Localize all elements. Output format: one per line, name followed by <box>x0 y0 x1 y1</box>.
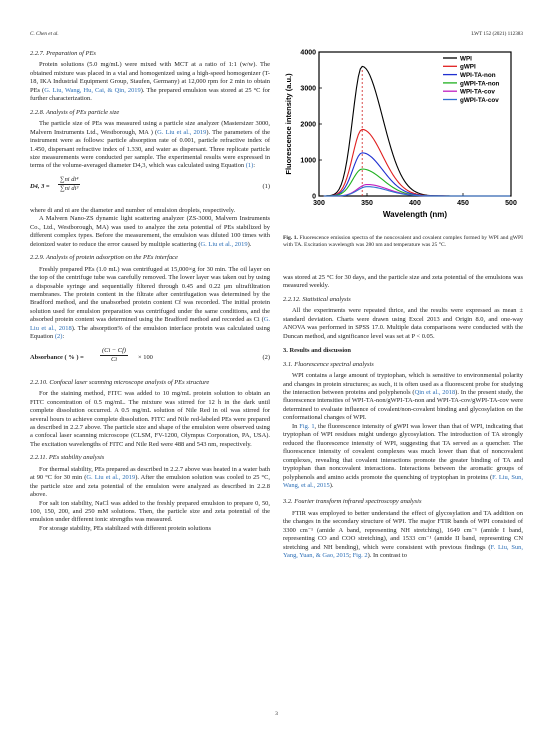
heading-2-2-7: 2.2.7. Preparation of PEs <box>30 50 96 57</box>
y-tick-label: 0 <box>312 193 316 201</box>
paragraph: For the staining method, FITC was added to 10 mg/mL protein solution to obtain an FITC concentration of 0.5 mg/mL. The mixture was stirred for 12 h in the dark until complete dissolution occurred. A 0.5 mg/mL solution of Nile Red in oil was stirred for several hours to achieve complete dissolution. FITC and Nile red-labeled PEs were prepared as described in 2.2.7 above. The particle size and shape of the emulsion were observed using a confocal laser scanning microscope (CLSM, FV-1200, Olympus Corporation, PA, USA). The excitation wavelengths of FITC and Nile Red were 488 and 543 nm, respectively. <box>30 390 270 448</box>
heading-2-2-9: 2.2.9. Analysis of protein adsorption on the PEs interface <box>30 254 178 262</box>
heading-2-2-10: 2.2.10. Confocal laser scanning microscope analysis of PEs structure <box>30 378 210 386</box>
paragraph: For storage stability, PEs stabilized with different protein solutions <box>39 524 212 532</box>
x-tick-label: 300 <box>313 200 325 207</box>
right-column <box>283 274 523 561</box>
legend-label: WPI-TA-non <box>460 72 496 79</box>
citation-link[interactable]: G. Liu et al., 2019 <box>86 474 136 482</box>
heading-2-2-11: 2.2.11. PEs stability analysis <box>30 454 105 462</box>
figure-1 <box>283 46 523 226</box>
page-header <box>30 31 523 41</box>
legend-label: gWPI-TA-non <box>460 80 500 88</box>
paragraph: Freshly prepared PEs (1.0 mL) was centrifuged at 15,000×g for 30 min. The oil layer on the top of the centrifuge tube was carefully removed. The lower layer was taken out by using a disposable syringe and sequentially filtered through 0.45 and 0.22 μm ultrafiltration membranes. The protein content in the filtrate after centrifugation was determined by the Bradford method, and the unabsorbed protein content Cf was recorded. The initial protein solution used for emulsion preparation was centrifuged under the same conditions, and the absorbed protein content was determined using the Bradford method and recorded as Ci (G. Liu et al., 2018). The absorption% of the emulsion interface protein was calculated using Equation (2): <box>30 265 271 341</box>
paragraph: WPI contains a large amount of tryptophan, which is sensitive to environmental polarity and changes in protein structures; as such, it is often used as a fluorescent probe for studying the interaction between proteins and polyphenols (Qin et al., 2018). In the present study, the fluorescence intensities of WPI-TA-non/gWPI-TA-non and WPI-TA-cov/gWPI-TA-cov were determined to evaluate influence of covalent/non-covalent binding and glycosylation on the conformational changes of WPI. <box>283 372 523 422</box>
legend-label: WPI <box>460 55 472 63</box>
figure-link[interactable]: Fig. 1 <box>299 422 315 430</box>
heading-2-2-8: 2.2.8. Analysis of PEs particle size <box>30 108 120 116</box>
paragraph: was stored at 25 °C for 30 days, and the particle size and zeta potential of the emulsions was measured weekly. <box>283 274 523 290</box>
equation-link[interactable]: (2) <box>54 333 63 341</box>
y-tick-label: 4000 <box>300 49 316 57</box>
paragraph: FTIR was employed to better understand the effect of glycosylation and TA addition on the changes in the secondary structure of WPI. The major FTIR bands of WPI consisted of 3300 cm⁻¹ (amide A band, representing NH stretching), 1649 cm⁻¹ (amide I band, representing CO and COO stretching), and 1533 cm⁻¹ (amide II band, representing CN stretching and NH bending), which were consistent with previous findings (F. Liu, Sun, Yang, Yuan, & Gao, 2015; Fig. 2). In contrast to <box>283 509 523 560</box>
heading-3-2: 3.2. Fourier transform infrared spectroscopy analysis <box>283 498 422 506</box>
x-tick-label: 500 <box>505 200 517 207</box>
paragraph: In Fig. 1, the fluorescence intensity of gWPI was lower than that of WPI, indicating that tryptophan of WPI residues might undergo glycosylation. The introduction of TA strongly reduced the fluorescence intensity of WPI, suggesting that TA served as a quencher. The fluorescence intensity of covalent complexes was much lower than that of noncovalent complexes, revealing that covalent interactions promote the greater binding of TA and tryptophan than noncovalent interactions. Interactions between the aromatic groups of polyphenols and amino acids promote the quenching of tryptophan in proteins (F. Liu, Sun, Wang, et al., 2015). <box>283 422 523 489</box>
legend-label: WPI-TA-cov <box>460 88 495 96</box>
paragraph: Protein solutions (5.0 mg/mL) were mixed with MCT at a ratio of 1:1 (w/w). The obtained mixture was placed in a vial and homogenized using a high-speed homogenizer (T-18, IKA Industrial Equipment Group, Staufen, Germany) at 12,000 rpm for 2 min to obtain PEs (G. Liu, Wang, Hu, Cai, & Qin, 2019). The prepared emulsion was stored at 25 °C for further characterization. <box>30 61 270 103</box>
paragraph: For thermal stability, PEs prepared as described in 2.2.7 above was heated in a water bath at 90 °C for 30 min (G. Liu et al., 2019). After the emulsion solution was cooled to 25 °C, the particle size and zeta potential of the emulsion were analyzed as described in 2.2.8 above. <box>30 465 270 499</box>
paragraph: The particle size of PEs was measured using a particle size analyzer (Mastersizer 3000, Malvern Instruments Ltd., Westborough, MA ) (G. Liu et al., 2019). The parameters of the instrument were as follows: particle absorption rate of 0.001, particle refractive index of 1.450, dispersant refractive index of 1.330, and water as dispersant. Three replicate particle size measurements were conducted per sample. The experimental results were expressed in terms of the volume-averaged diameter D4,3, which was calculated using Equation (1): <box>30 120 270 170</box>
citation-link[interactable]: F. Liu, Sun, Wang, et al., 2015 <box>283 473 523 489</box>
header-journal: LWT 152 (2021) 112383 <box>471 31 523 37</box>
heading-3: 3. Results and discussion <box>283 347 351 355</box>
fluorescence-chart <box>283 46 523 226</box>
citation-link[interactable]: G. Liu et al., 2019 <box>200 240 248 248</box>
header-authors: C. Chen et al. <box>30 31 59 37</box>
y-tick-label: 3000 <box>300 85 316 93</box>
legend-label: gWPI <box>460 63 476 71</box>
heading-2-2-12: 2.2.12. Statistical analysis <box>283 295 351 303</box>
heading-3-1: 3.1. Fluorescence spectral analysis <box>283 360 374 368</box>
x-tick-label: 450 <box>457 200 469 207</box>
citation-link[interactable]: Qin et al., 2018 <box>414 388 456 396</box>
x-axis-label: Wavelength (nm) <box>382 210 448 219</box>
page-number: 3 <box>275 711 278 717</box>
paragraph: A Malvern Nano-ZS dynamic light scattering analyzer (ZS-3000, Malvern Instruments Co., Ltd., Westborough, MA) was used to analyze the zeta potential of PEs stabilized by different complex types. Before the measurement, the emulsion was diluted 100 times with deionized water to reduce the error caused by multiple scattering (G. Liu et al., 2019). <box>30 215 270 248</box>
citation-link[interactable]: G. Liu, Wang, Hu, Cai, & Qin, 2019 <box>44 86 141 94</box>
figure-link[interactable]: Fig. 2 <box>352 552 368 560</box>
equation-2: Absorbance ( % ) = $\frac{(Ci - Cf)}{Ci}$ × 100 (2) <box>30 346 270 364</box>
equation-link[interactable]: (1) <box>245 162 254 170</box>
paragraph: All the experiments were repeated thrice, and the results were expressed as mean ± standard deviation. Charts were drawn using Excel 2013 and Origin 8.0, and one-way ANOVA was performed in SPSS 17.0. Multiple data comparisons were conducted with the Duncan method, and significance level was set at P < 0.05. <box>283 307 523 340</box>
legend-label: gWPI-TA-cov <box>460 96 499 104</box>
paragraph: For salt ion stability, NaCl was added to the freshly prepared emulsion to prepare 0, 50, 100, 150, 200, and 250 mM solutions. Then, the particle size and zeta potential of the emulsion under different ionic strengths was measured. <box>30 499 270 524</box>
y-tick-label: 2000 <box>300 121 316 129</box>
y-axis-label: Fluorescence intensity (a.u.) <box>284 73 293 175</box>
series-line-gwpi <box>324 129 510 196</box>
citation-link[interactable]: G. Liu et al., 2018 <box>30 316 270 332</box>
x-tick-label: 350 <box>361 200 373 207</box>
left-column <box>30 50 270 533</box>
y-tick-label: 1000 <box>300 157 316 165</box>
paragraph: where di and ni are the diameter and number of emulsion droplets, respectively. <box>30 206 236 214</box>
citation-link[interactable]: G. Liu et al., 2019 <box>157 128 207 136</box>
figure-caption: Fig. 1. Fluorescence emission spectra of the noncovalent and covalent complex formed by WPI and gWPI with TA. Excitation wavelength was 280 nm and temperature was 25 °C. <box>283 235 523 249</box>
citation-link[interactable]: F. Liu, Sun, Yang, Yuan, & Gao, 2015 <box>283 543 523 560</box>
equation-1: D4, 3 = $\frac{\text{∑ni di⁴}}{\text{∑ni di³}}$ (1) <box>30 175 270 193</box>
x-tick-label: 400 <box>409 200 421 207</box>
